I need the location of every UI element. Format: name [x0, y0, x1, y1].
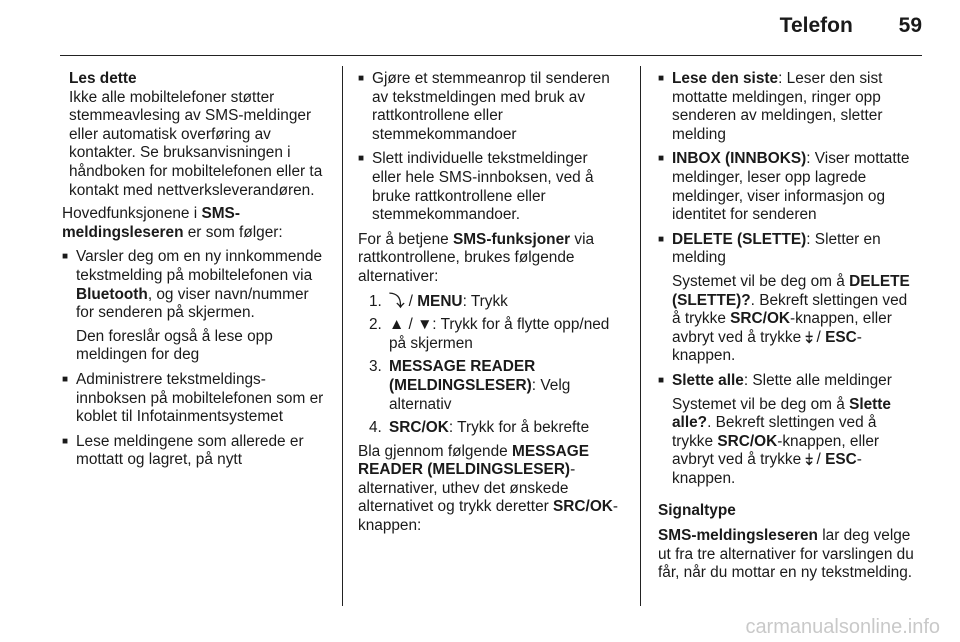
controls-paragraph: For å betjene SMS-funksjoner via rattkontrollene, brukes følgende alternativer: — [358, 230, 595, 285]
back-icon: ⤈ — [805, 451, 813, 469]
list-item: ■ Administrere tekstmeldings-innboksen på mobiltelefonen som er koblet til Infotainmentsystemet — [62, 371, 324, 427]
step-item: 2. ▲ / ▼: Trykk for å flytte opp/ned på skjermen — [369, 316, 610, 352]
column-3 — [658, 70, 920, 589]
list-item: ■ Slette alle: Slette alle meldinger Systemet vil be deg om å Slette alle?. Bekreft slettingen ved å trykke SRC/OK-knappen, eller avbryt ved å trykke ⤈ / ESC-knappen. — [658, 372, 920, 489]
list-item: ■ Lese meldingene som allerede er mottatt og lagret, på nytt — [62, 433, 324, 470]
column-divider-1 — [342, 66, 343, 606]
list-item: ■ INBOX (INNBOKS): Viser mottatte meldinger, leser opp lagrede meldinger, viser informasjon og identitet for senderen — [658, 150, 920, 224]
step-item: 1. ⤵ / MENU: Trykk — [369, 292, 508, 310]
arrow-up-icon: ▲ — [389, 316, 405, 334]
column-1 — [62, 70, 324, 476]
feature-list-continued — [358, 70, 620, 225]
page-title: Telefon — [779, 14, 853, 37]
note-title: Les dette — [69, 70, 137, 87]
header-rule — [60, 55, 922, 56]
list-item: ■ Lese den siste: Leser den sist mottatte meldingen, ringer opp senderen av meldingen, sletter melding — [658, 70, 920, 144]
back-icon: ⤈ — [805, 328, 813, 346]
page-number: 59 — [898, 14, 922, 37]
options-paragraph: Bla gjennom følgende MESSAGE READER (MELDINGSLESER)-alternativer, uthev det ønskede alternativet og trykk deretter SRC/OK-knappen: — [358, 442, 619, 535]
list-item: ■ Gjøre et stemmeanrop til senderen av tekstmeldingen med bruk av rattkontrollene eller stemmekommandoer — [358, 70, 620, 144]
column-divider-2 — [640, 66, 641, 606]
intro-paragraph: Hovedfunksjonene i SMS-meldingsleseren er som følger: — [62, 205, 283, 241]
note-box — [62, 70, 324, 200]
list-item: ■ Slett individuelle tekstmeldinger eller hele SMS-innboksen, ved å bruke rattkontrollene eller stemmekommandoer. — [358, 150, 620, 224]
page-header — [780, 14, 922, 38]
feature-list — [62, 248, 324, 470]
signal-paragraph: SMS-meldingsleseren lar deg velge ut fra tre alternativer for varslingen du får, når du mottar en ny tekstmelding. — [658, 527, 914, 582]
steps-list — [358, 293, 620, 438]
step-item: 4. SRC/OK: Trykk for å bekrefte — [369, 419, 590, 437]
list-item: ■ DELETE (SLETTE): Sletter en melding Systemet vil be deg om å DELETE (SLETTE)?. Bekreft slettingen ved å trykke SRC/OK-knappen, eller avbryt ved å trykke ⤈ / ESC-knappen. — [658, 231, 920, 366]
options-list — [658, 70, 920, 488]
note-body: Ikke alle mobiltelefoner støtter stemmeavlesing av SMS-meldinger eller automatisk overføring av kontakter. Se bruksanvisningen i håndboken for mobiltelefonen eller ta kontakt med nettverksleverandøren. — [69, 88, 323, 199]
list-item: ■ Varsler deg om en ny innkommende tekstmelding på mobiltelefonen via Bluetooth, og viser navn/nummer for senderen på skjermen. Den foreslår også å lese opp meldingen for deg — [62, 248, 324, 365]
watermark: carmanualsonline.info — [745, 616, 940, 638]
step-item: 3. MESSAGE READER (MELDINGSLESER): Velg alternativ — [369, 358, 571, 413]
arrow-down-icon: ▼ — [417, 316, 433, 334]
section-heading: Signaltype — [658, 502, 736, 520]
column-2 — [358, 70, 620, 542]
call-end-icon: ⤵ — [389, 292, 405, 310]
